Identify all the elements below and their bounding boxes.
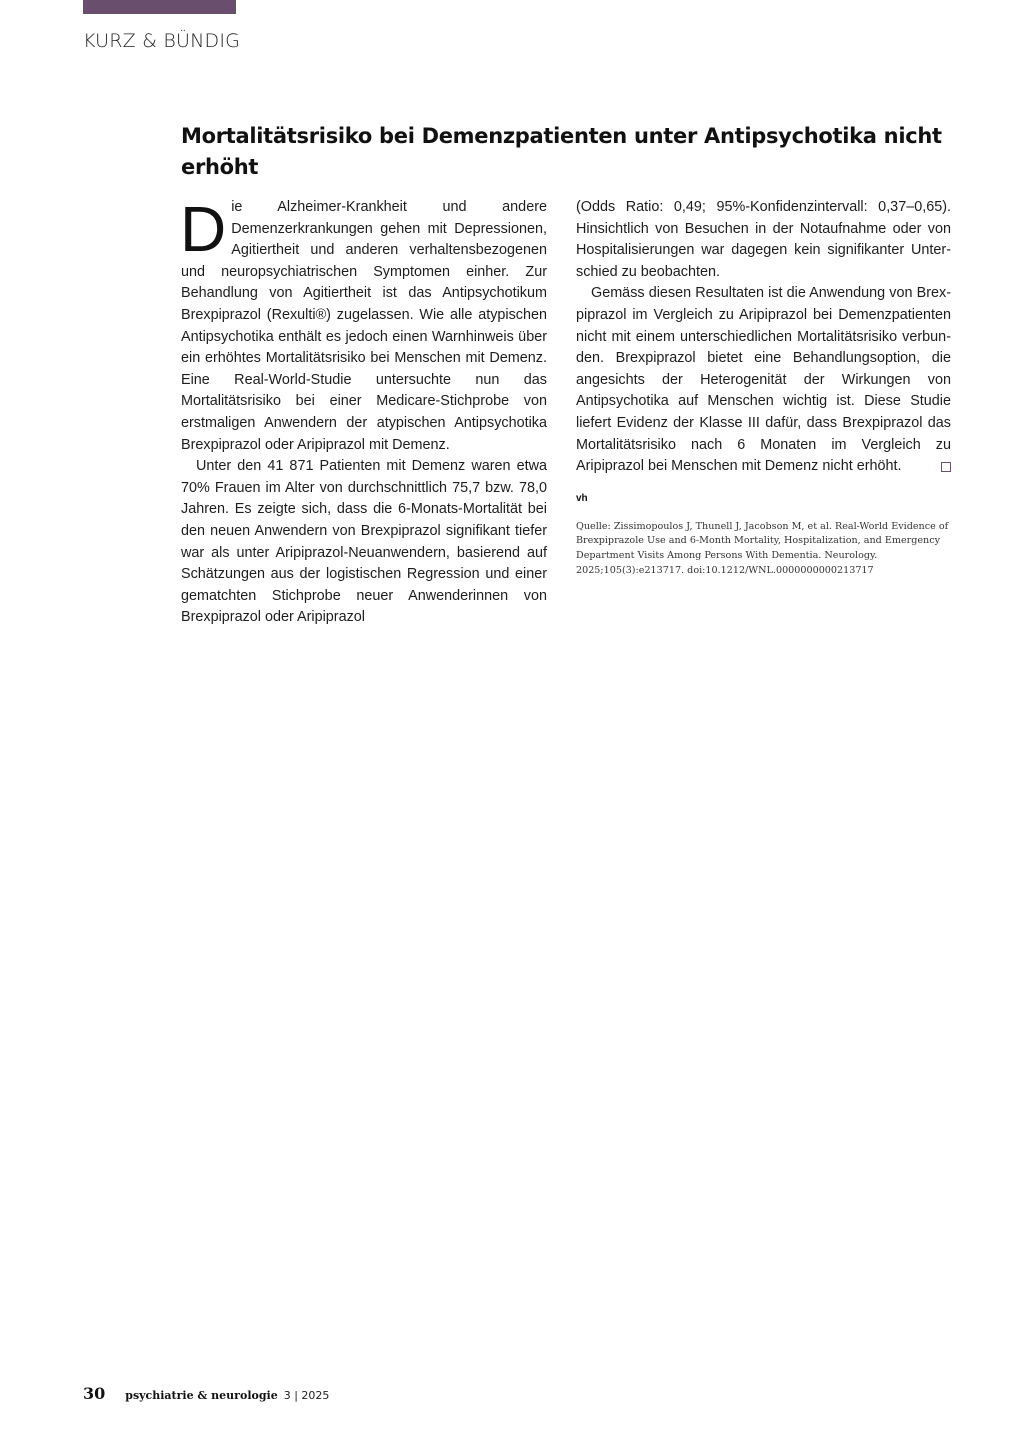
dropcap: D bbox=[180, 193, 227, 265]
issue-info: 3 | 2025 bbox=[283, 1389, 330, 1402]
article-column-right bbox=[576, 197, 951, 578]
article-paragraph bbox=[180, 193, 547, 456]
article-title: Mortalitätsrisiko bei Demenzpatienten unter Antipsychotika nicht erhöht bbox=[181, 124, 942, 179]
article-paragraph bbox=[576, 283, 951, 477]
source-citation: Quelle: Zissimopoulos J, Thunell J, Jacobson M, et al. Real-World Evidence of Brexpiprazole Use and 6-Month Mortality, Hospitalization, and Emergency Department Visits Among Persons With Dementia. Neurology. 2025;105(3):e213717. doi:10.1212/WNL.0000000000213717 bbox=[576, 520, 949, 576]
article-columns bbox=[180, 193, 951, 629]
author-initials: vh bbox=[576, 492, 588, 504]
section-accent-bar bbox=[83, 0, 236, 14]
section-label: KURZ & BÜNDIG bbox=[83, 30, 241, 52]
article-meta bbox=[576, 492, 951, 578]
paragraph-text: ie Alzheimer-Krankheit und andere Demenzerkrankungen gehen mit Depressionen, Agitiertheit und anderen verhaltensbezogenen und neuropsychiatrischen Symptomen einher. Zur Behandlung von Agitiertheit ist das Antipsychotikum Brexpiprazol (Rexulti®) zugelassen. Wie alle atypischen Antipsychotika enthält es jedoch einen Warnhinweis über ein erhöhtes Mortalitätsrisiko bei Menschen mit Demenz. Eine Real-World-Studie untersuchte nun das Mortalitätsrisiko bei einer Medicare-Stichprobe von erstmaligen Anwendern der atypischen Antipsychotika Brexpiprazol oder Aripiprazol mit Demenz. bbox=[181, 199, 547, 453]
article-paragraph: Unter den 41 871 Patienten mit Demenz waren etwa 70% Frauen im Alter von durchschnittlich 75,7 bzw. 78,0 Jahren. Es zeigte sich, dass die 6-Monats-Mortalität bei den neuen Anwendern von Brexpiprazol signifikant tiefer war als unter Aripiprazol-Neuanwendern, basierend auf Schätzungen aus der logistischen Regression und einer gematchten Stichprobe neuer Anwenderinnen von Brexpiprazol oder Aripiprazol bbox=[181, 458, 547, 626]
page-number: 30 bbox=[83, 1384, 106, 1403]
article bbox=[181, 121, 951, 629]
square-outline-icon bbox=[941, 462, 951, 472]
paragraph-text: Gemäss diesen Resultaten ist die Anwendung von Brexpiprazol im Vergleich zu Aripiprazol bei Demenzpatienten nicht mit einem unterschiedlichen Mortalitätsrisiko verbunden. Brexpiprazol bietet eine Behandlungsoption, die angesichts der Heterogenität der Wirkungen von Antipsychotika auf Menschen wichtig ist. Diese Studie liefert Evidenz der Klasse III dafür, dass Brexpiprazol das Mortalitätsrisiko nach 6 Monaten im Vergleich zu Aripiprazol bei Menschen mit Demenz nicht erhöht. bbox=[576, 285, 951, 475]
journal-name: psychiatrie & neurologie bbox=[125, 1389, 278, 1402]
page-footer bbox=[83, 1384, 329, 1403]
article-paragraph: (Odds Ratio: 0,49; 95%-Konfidenzintervall: 0,37–0,65). Hinsichtlich von Besuchen in der Notaufnahme oder von Hospitalisierungen war dagegen kein signifikanter Unterschied zu beobachten. bbox=[576, 199, 951, 280]
article-column-left bbox=[180, 193, 547, 629]
